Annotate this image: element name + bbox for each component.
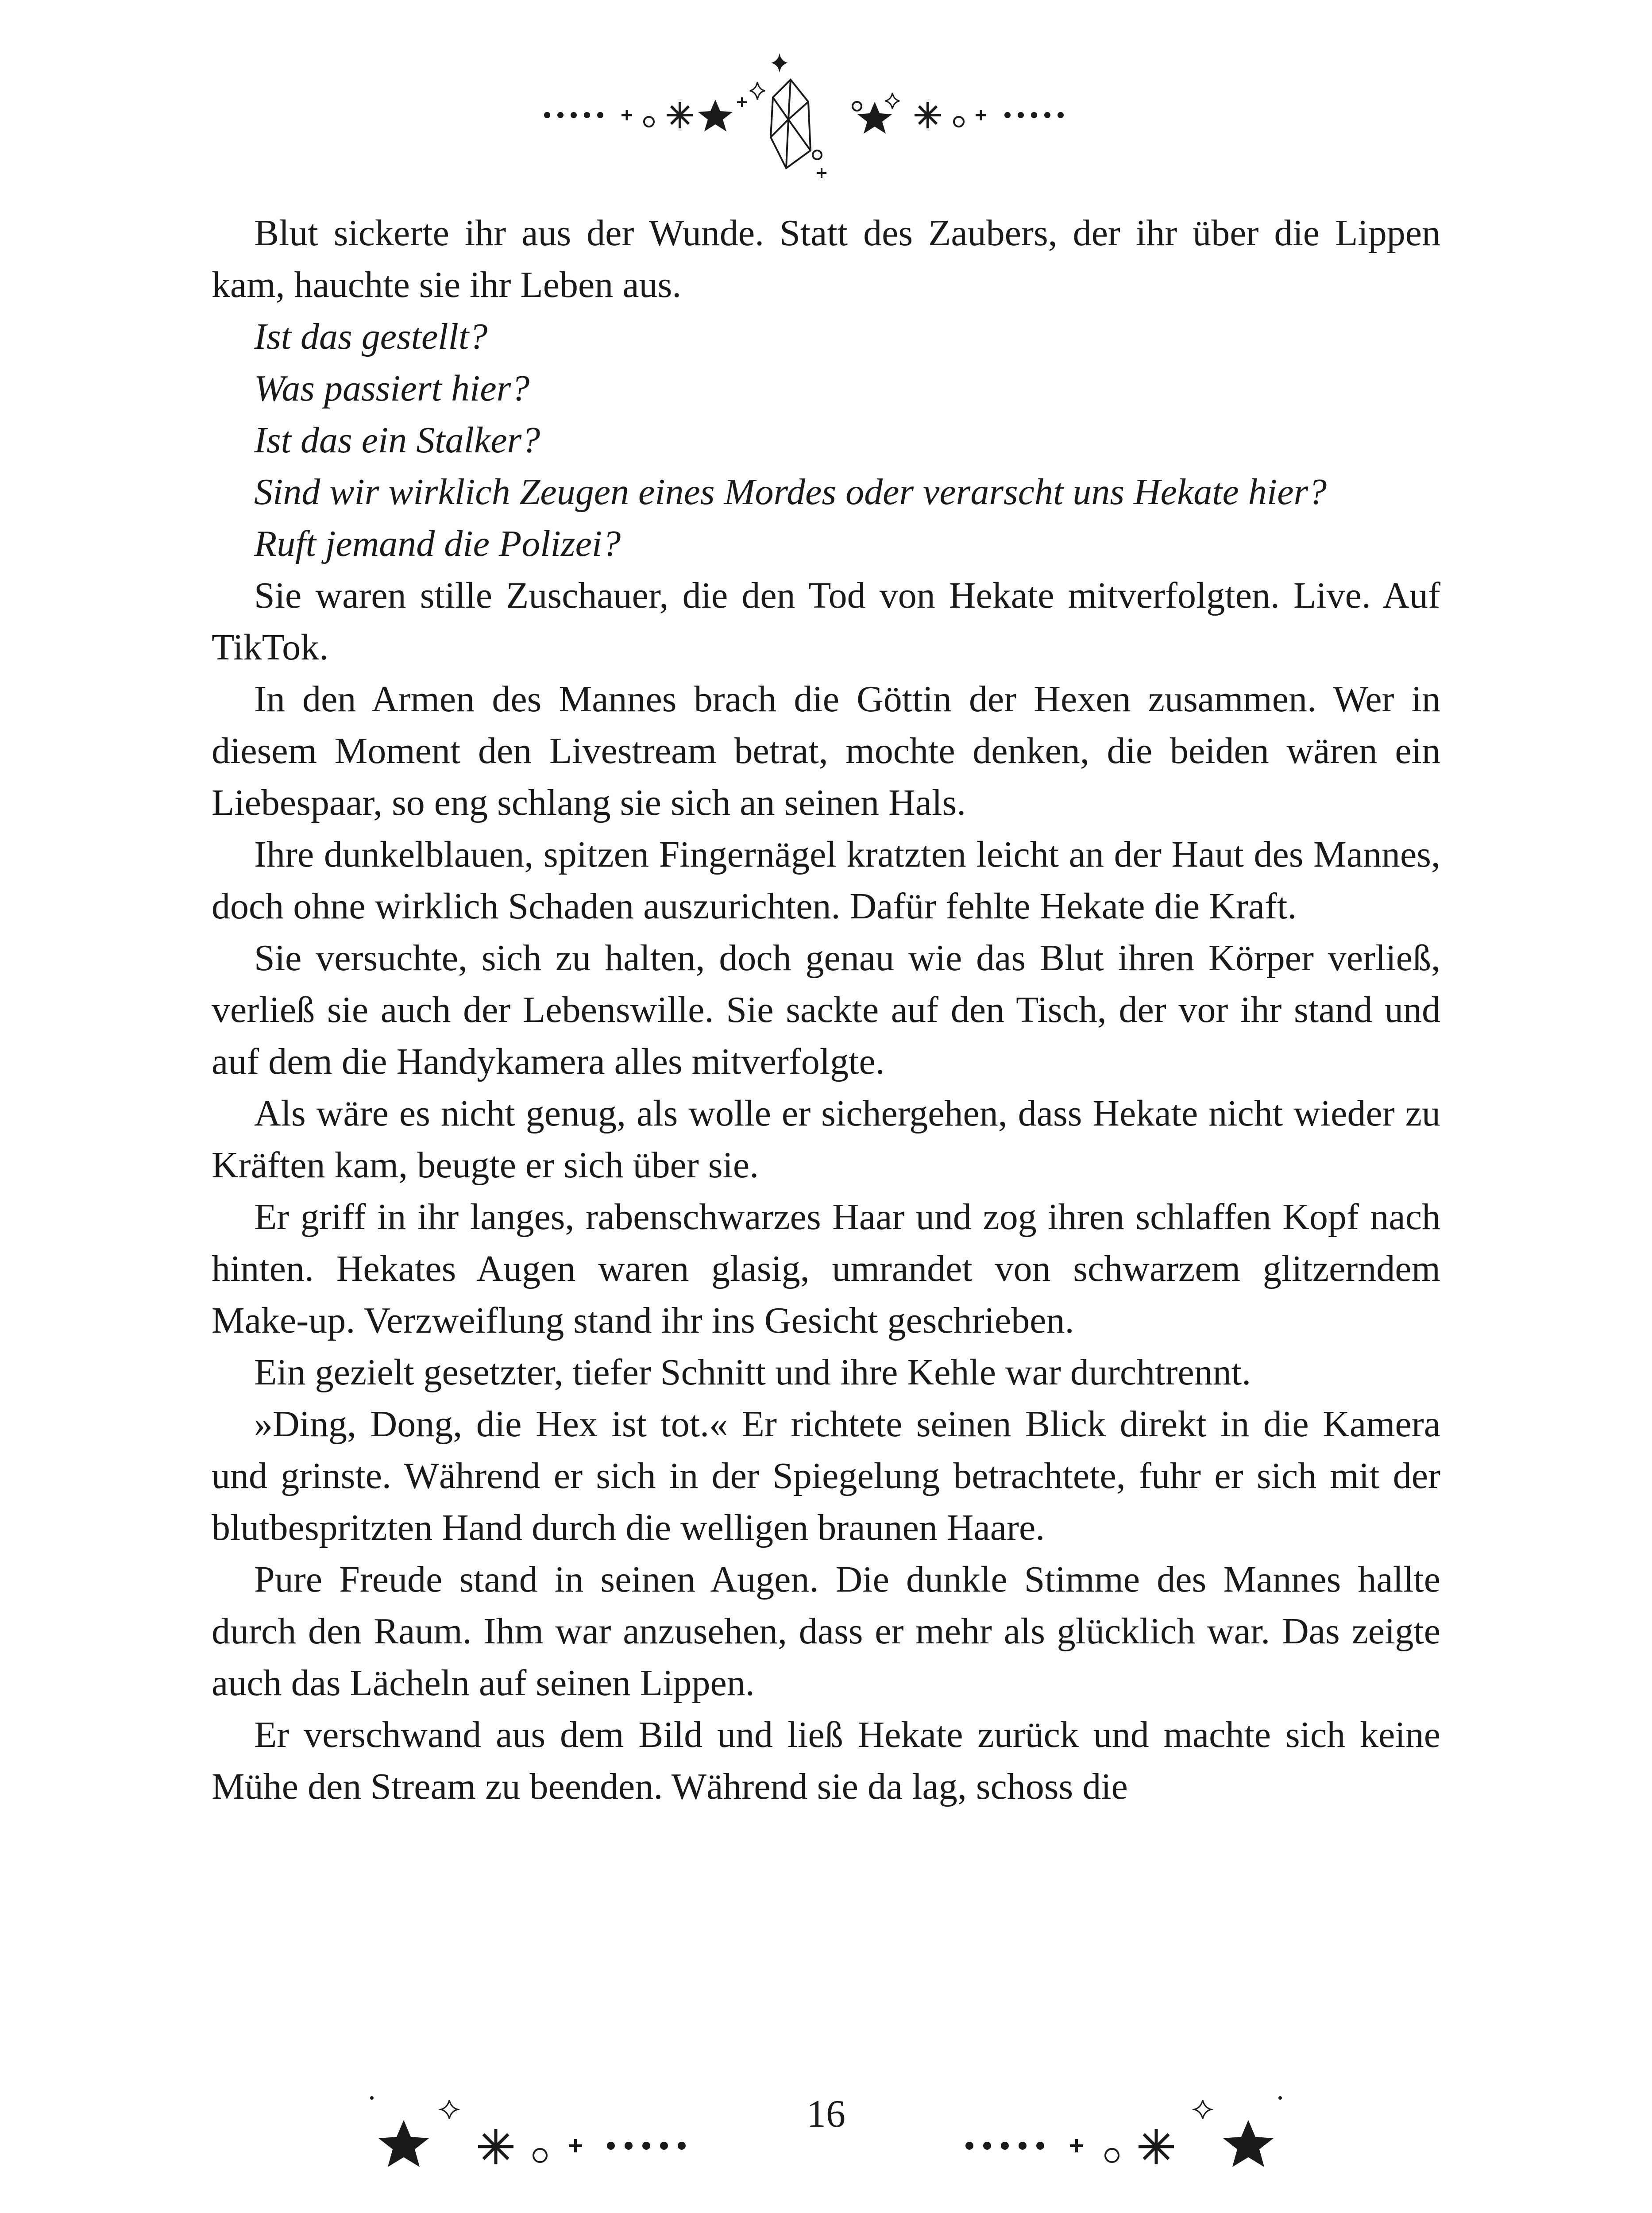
chat-comment: Sind wir wirklich Zeugen eines Mordes oder verarscht uns Hekate hier? xyxy=(254,471,1327,513)
spark-left xyxy=(667,102,693,128)
chat-comment: Ruft jemand die Polizei? xyxy=(254,523,621,564)
paragraph: Sie versuchte, sich zu halten, doch genau wie das Blut ihren Körper verließ, verließ sie auch der Lebenswille. Sie sackte auf den Tisch, der vor ihr stand und auf dem die Handykamera alles mitverfolgte. xyxy=(212,937,1440,1082)
spark-right xyxy=(915,102,941,128)
paragraph: Blut sickerte ihr aus der Wunde. Statt des Zaubers, der ihr über die Lippen kam, hauchte sie ihr Leben aus. xyxy=(212,212,1440,305)
chat-comment: Ist das ein Stalker? xyxy=(254,420,540,461)
star-icon xyxy=(378,2120,429,2167)
header-ornament xyxy=(516,49,1136,181)
dots-left xyxy=(544,112,603,118)
paragraph: Pure Freude stand in seinen Augen. Die dunkle Stimme des Mannes hallte durch den Raum. Ihm war anzusehen, dass er mehr als glücklich war. Das zeigte auch das Lächeln auf seinen Lippen. xyxy=(212,1559,1440,1704)
paragraph: In den Armen des Mannes brach die Göttin der Hexen zusammen. Wer in diesem Moment den Livestream betrat, mochte denken, die beiden wären ein Liebespaar, so eng schlang sie sich an seinen Hals. xyxy=(212,679,1440,823)
paragraph: Als wäre es nicht genug, als wolle er sichergehen, dass Hekate nicht wieder zu Kräften kam, beugte er sich über sie. xyxy=(212,1093,1440,1186)
paragraph: »Ding, Dong, die Hex ist tot.« Er richtete seinen Blick direkt in die Kamera und grinste. Während er sich in der Spiegelung betrachtete, fuhr er sich mit der blutbespritzten Hand durch die welligen braunen Haare. xyxy=(212,1403,1440,1548)
spark-icon xyxy=(478,2129,513,2164)
paragraph: Er verschwand aus dem Bild und ließ Hekate zurück und machte sich keine Mühe den Stream zu beenden. Während sie da lag, schoss die xyxy=(212,1714,1440,1807)
page-number: 16 xyxy=(807,2093,845,2136)
crystal-icon xyxy=(771,80,811,168)
paragraph: Ein gezielt gesetzter, tiefer Schnitt und ihre Kehle war durchtrennt. xyxy=(254,1352,1251,1393)
body-text xyxy=(212,207,1440,1812)
moon-icon xyxy=(774,144,822,181)
dots-right xyxy=(1004,112,1064,118)
paragraph: Er griff in ihr langes, rabenschwarzes Haar und zog ihren schlaffen Kopf nach hinten. Hekates Augen waren glasig, umrandet von schwarzem glitzerndem Make-up. Verzweiflung stand ihr ins Gesicht geschrieben. xyxy=(212,1196,1440,1341)
paragraph: Sie waren stille Zuschauer, die den Tod von Hekate mitverfolgten. Live. Auf TikTok. xyxy=(212,575,1440,668)
paragraph: Ihre dunkelblauen, spitzen Fingernägel kratzten leicht an der Haut des Mannes, doch ohne wirklich Schaden auszurichten. Dafür fehlte Hekate die Kraft. xyxy=(212,834,1440,927)
chat-comment: Was passiert hier? xyxy=(254,368,530,409)
chat-comment: Ist das gestellt? xyxy=(254,316,488,357)
